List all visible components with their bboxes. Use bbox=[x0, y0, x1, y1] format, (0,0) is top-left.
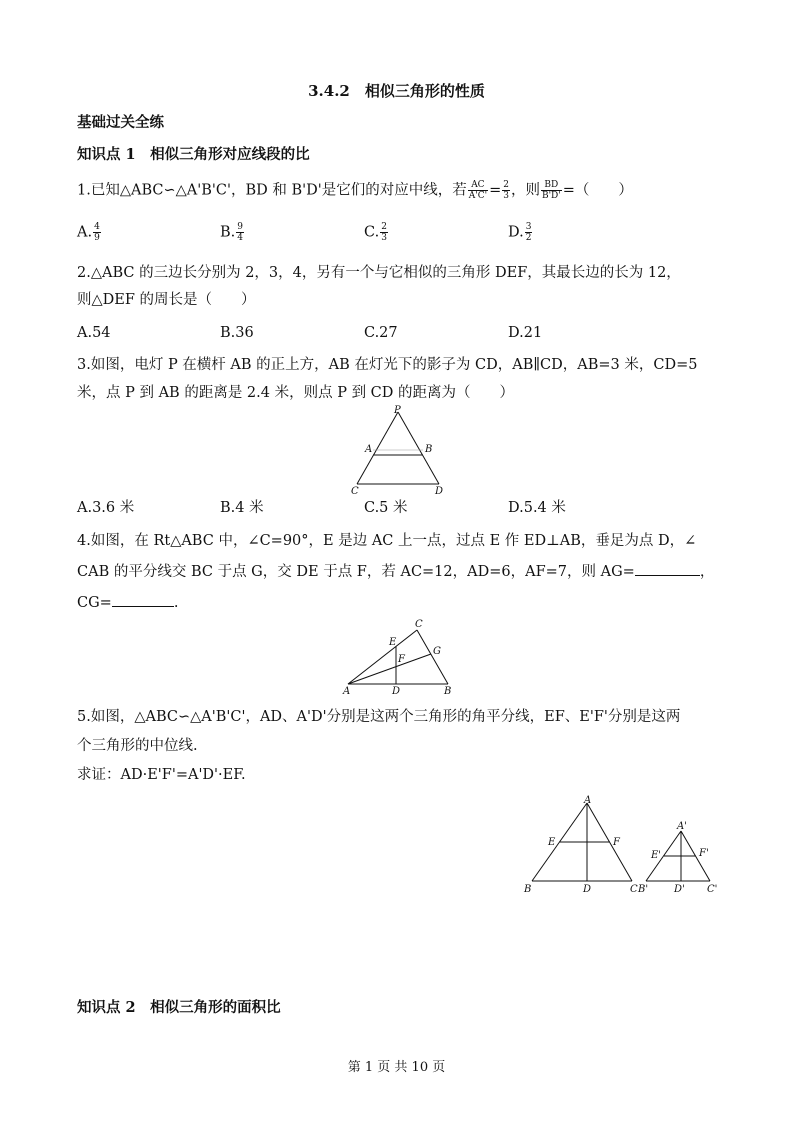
knowledge-point-2-heading: 知识点 2 相似三角形的面积比 bbox=[77, 999, 281, 1016]
question-4-line-3 bbox=[77, 592, 178, 613]
knowledge-point-1-heading: 知识点 1 相似三角形对应线段的比 bbox=[77, 146, 310, 163]
q1-option-a: A. $\frac{4}{9}$ bbox=[77, 222, 100, 243]
q1-mid: ，则 bbox=[510, 182, 540, 199]
q1-option-d: D. $\frac{3}{2}$ bbox=[508, 222, 532, 243]
question-3-line-1: 3.如图，电灯 P 在横杆 AB 的正上方，AB 在灯光下的影子为 CD，AB∥CD，AB=3 米，CD=5 bbox=[77, 357, 698, 373]
q1-option-b: B. $\frac{9}{4}$ bbox=[220, 222, 243, 243]
q5-label-f-prime: F' bbox=[699, 848, 709, 859]
q3-label-c: C bbox=[351, 486, 359, 494]
question-3-line-2: 米，点 P 到 AB 的距离是 2.4 米，则点 P 到 CD 的距离为（ ） bbox=[77, 385, 515, 401]
q1-prefix: 1.已知△ABC∽△A'B'C'，BD 和 B'D'是它们的对应中线，若 bbox=[77, 182, 467, 199]
q3-line-pd bbox=[398, 412, 439, 484]
q4-line3-end: . bbox=[173, 595, 179, 611]
question-5-line-2: 个三角形的中位线. bbox=[77, 738, 198, 754]
q4-line2-text: CAB 的平分线交 BC 于点 G，交 DE 于点 F，若 AC=12，AD=6，AF=7，则 AG= bbox=[77, 564, 635, 580]
q5-label-d: D bbox=[583, 884, 592, 895]
q3-line-pc bbox=[357, 412, 398, 484]
q3-option-d: D.5.4 米 bbox=[508, 500, 566, 516]
question-4-line-2 bbox=[77, 561, 714, 582]
question-2-line-2: 则△DEF 的周长是（ ） bbox=[77, 292, 256, 308]
q5-label-e: E bbox=[548, 837, 556, 848]
q1-option-c: C. $\frac{2}{3}$ bbox=[364, 222, 387, 243]
page-title: 3.4.2 相似三角形的性质 bbox=[308, 82, 485, 100]
q5-label-c: C bbox=[630, 884, 638, 895]
q1-equals: = bbox=[489, 182, 502, 199]
q4-label-a: A bbox=[343, 686, 351, 697]
q1-suffix: =（ ） bbox=[562, 182, 633, 199]
q5-label-d-prime: D' bbox=[674, 884, 685, 895]
q5-label-e-prime: E' bbox=[651, 850, 662, 861]
q1-frac2-num: BD bbox=[541, 180, 562, 191]
q4-side-ac bbox=[348, 630, 417, 684]
q4-line3-text: CG= bbox=[77, 595, 112, 611]
q4-line2-end: ， bbox=[699, 564, 715, 580]
q4-triangle-figure bbox=[338, 616, 463, 698]
q5-label-a: A bbox=[584, 795, 592, 806]
q2-option-a: A.54 bbox=[77, 325, 111, 341]
q3-option-b: B.4 米 bbox=[220, 500, 264, 516]
q3-label-p: P bbox=[394, 405, 401, 416]
q5-label-b: B bbox=[524, 884, 532, 895]
question-5-line-3: 求证：AD·E'F'=A'D'·EF. bbox=[77, 767, 246, 783]
q5-label-f: F bbox=[613, 837, 620, 848]
q4-label-c: C bbox=[415, 619, 423, 630]
q1-fraction-bd bbox=[541, 180, 562, 201]
q1-val-num: 2 bbox=[503, 180, 509, 190]
q4-label-b: B bbox=[444, 686, 452, 697]
q4-blank-ag[interactable] bbox=[635, 561, 700, 576]
q3-option-c: C.5 米 bbox=[364, 500, 408, 516]
q5-label-c-prime: C' bbox=[707, 884, 718, 895]
q5-similar-triangles-figure bbox=[520, 795, 725, 900]
question-4-line-1: 4.如图，在 Rt△ABC 中，∠C=90°，E 是边 AC 上一点，过点 E 作 ED⊥AB，垂足为点 D，∠ bbox=[77, 533, 697, 549]
q3-option-a: A.3.6 米 bbox=[77, 500, 135, 516]
section-heading: 基础过关全练 bbox=[77, 114, 164, 131]
q3-label-b: B bbox=[425, 444, 433, 455]
question-1-stem bbox=[77, 180, 633, 201]
q4-label-g: G bbox=[433, 646, 441, 657]
q1-fraction-value bbox=[502, 180, 510, 201]
q5-label-b-prime: B' bbox=[638, 884, 649, 895]
q1-frac2-den: B'D' bbox=[541, 191, 561, 201]
q1-fraction-ac bbox=[468, 180, 488, 201]
page-footer: 第 1 页 共 10 页 bbox=[347, 1060, 446, 1075]
q1-val-den: 3 bbox=[503, 191, 509, 201]
question-5-line-1: 5.如图，△ABC∽△A'B'C'，AD、A'D'分别是这两个三角形的角平分线，EF、E'F'分别是这两 bbox=[77, 709, 681, 725]
q4-blank-cg[interactable] bbox=[112, 592, 174, 607]
q1-frac1-num: AC bbox=[468, 180, 488, 191]
q2-option-c: C.27 bbox=[364, 325, 398, 341]
q1-frac1-den: A'C' bbox=[468, 191, 488, 201]
q3-label-a: A bbox=[365, 444, 373, 455]
q4-label-f: F bbox=[398, 654, 405, 665]
q4-bisector-ag bbox=[348, 654, 431, 684]
q4-label-d: D bbox=[392, 686, 401, 697]
q2-option-d: D.21 bbox=[508, 325, 543, 341]
q3-label-d: D bbox=[435, 486, 444, 494]
q5-label-a-prime: A' bbox=[677, 821, 687, 832]
q4-label-e: E bbox=[389, 637, 397, 648]
question-2-line-1: 2.△ABC 的三边长分别为 2，3，4，另有一个与它相似的三角形 DEF，其最长边的长为 12， bbox=[77, 265, 681, 281]
q2-option-b: B.36 bbox=[220, 325, 254, 341]
q3-lamp-figure bbox=[345, 404, 455, 494]
